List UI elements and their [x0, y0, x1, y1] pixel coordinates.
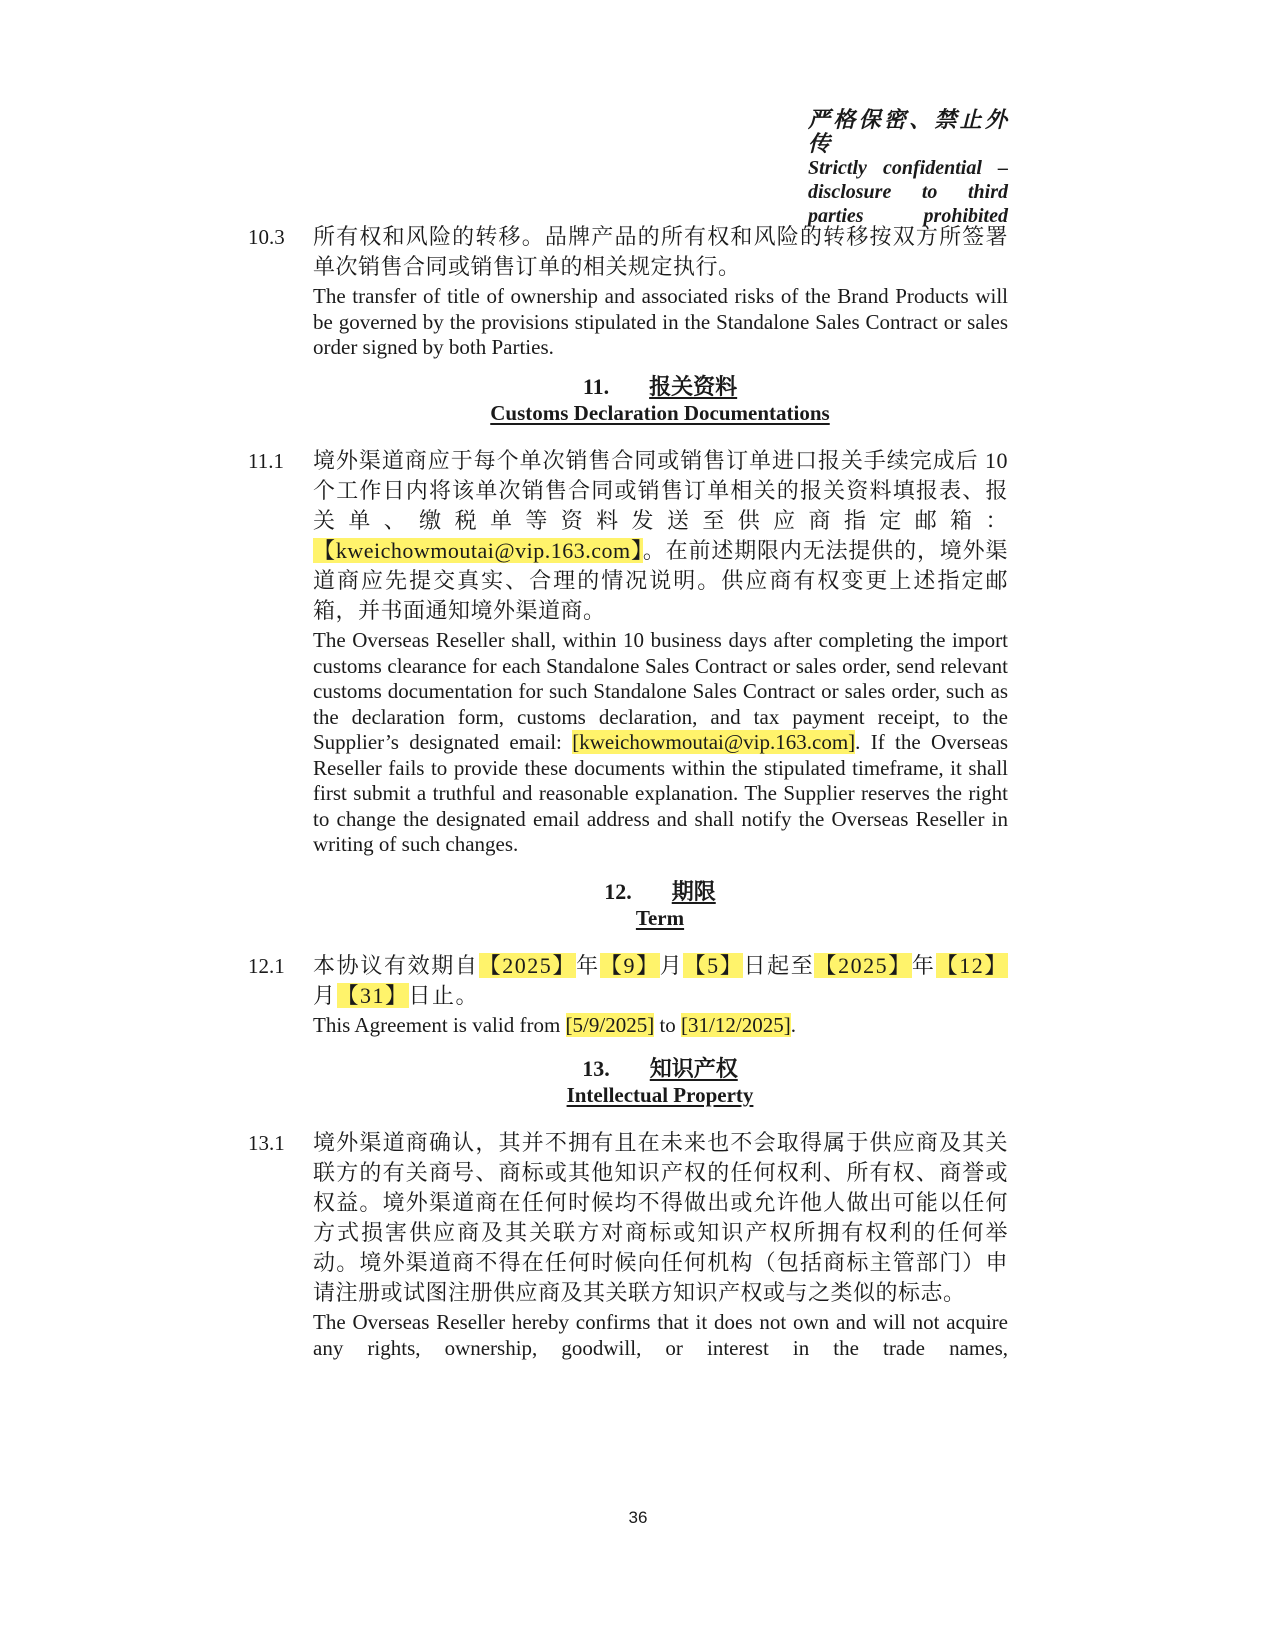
page-number: 36	[628, 1508, 648, 1527]
zh-text-part: 年	[576, 953, 600, 978]
en-text-part: .	[790, 1013, 796, 1037]
zh-text-part: 本协议有效期自	[313, 953, 479, 978]
clause-zh-text: 境外渠道商确认，其并不拥有且在未来也不会取得属于供应商及其关联方的有关商号、商标或其他知识产权的任何权利、所有权、商誉或权益。境外渠道商在任何时候均不得做出或允许他人做出可能以任何方式损害供应商及其关联方对商标或知识产权所拥有权利的任何举动。境外渠道商不得在任何时候向任何机构（包括商标主管部门）申请注册或试图注册供应商及其关联方知识产权或与之类似的标志。	[313, 1130, 1008, 1305]
section-title-zh: 期限	[671, 879, 716, 904]
clause-en-text	[313, 628, 1008, 858]
section-heading-11	[400, 373, 920, 427]
clause-en-text: The Overseas Reseller hereby confirms that it does not own and will not acquire any rights, ownership, goodwill, or interest in the trade names,	[313, 1310, 1008, 1360]
zh-text-part: 月	[659, 953, 684, 978]
start-day-highlight: 【5】	[683, 953, 744, 978]
zh-text-part: 年	[911, 953, 936, 978]
zh-text-part: 日止。	[408, 983, 480, 1008]
zh-text-part: 日起至	[743, 953, 815, 978]
end-day-highlight: 【31】	[336, 983, 409, 1008]
end-year-highlight: 【2025】	[814, 953, 912, 978]
section-title-en: Customs Declaration Documentations	[490, 401, 830, 425]
confidential-zh: 严格保密、禁止外传	[808, 107, 1008, 156]
confidential-en-line-1: Strictly confidential –	[808, 157, 1008, 179]
clause-zh-text: 所有权和风险的转移。品牌产品的所有权和风险的转移按双方所签署单次销售合同或销售订单的相关规定执行。	[313, 224, 1008, 279]
confidential-en-line-2: disclosure to third	[808, 181, 1008, 203]
section-heading-13	[400, 1055, 920, 1109]
clause-en-text: The transfer of title of ownership and associated risks of the Brand Products will be governed by the provisions stipulated in the Standalone Sales Contract or sales order signed by both Parties.	[313, 284, 1008, 359]
clause-number: 12.1	[248, 954, 285, 978]
section-heading-12	[400, 878, 920, 932]
clause-12-1	[248, 951, 1008, 1039]
zh-text-part: 境外渠道商应于每个单次销售合同或销售订单进口报关手续完成后 10 个工作日内将该单次销售合同或销售订单相关的报关资料填报表、报关单、缴税单等资料发送至供应商指定邮箱：	[313, 448, 1008, 533]
clause-13-1	[248, 1128, 1008, 1361]
section-number: 11.	[582, 374, 610, 399]
section-title-en: Term	[635, 906, 685, 930]
zh-text-part: 。在前述期限内无法提供的，境外渠道商应先提交真实、合理的情况说明。供应商有权变更上述指定邮箱，并书面通知境外渠道商。	[313, 538, 1008, 623]
start-year-highlight: 【2025】	[478, 953, 577, 978]
email-highlight-en: [kweichowmoutai@vip.163.com]	[572, 730, 856, 754]
confidentiality-notice	[808, 108, 1008, 228]
en-text-part: The Overseas Reseller shall, within 10 business days after completing the import customs clearance for each Standalone Sales Contract or sales order, send relevant customs documentation for such Standalone Sales Contract or sales order, such as the declaration form, customs declaration, and tax payment receipt, to the Supplier’s designated email:	[313, 628, 1008, 754]
email-highlight-zh: 【kweichowmoutai@vip.163.com】	[313, 538, 643, 563]
end-month-highlight: 【12】	[935, 953, 1008, 978]
en-text-part: . If the Overseas Reseller fails to provide these documents within the stipulated timeframe, it shall first submit a truthful and reasonable explanation. The Supplier reserves the right to change the designated email address and shall notify the Overseas Reseller in writing of such changes.	[313, 730, 1009, 856]
clause-10-3	[248, 222, 1008, 361]
valid-from-highlight: [5/9/2025]	[565, 1013, 655, 1037]
valid-to-highlight: [31/12/2025]	[681, 1013, 791, 1037]
clause-number: 13.1	[248, 1131, 285, 1155]
en-text-part: This Agreement is valid from	[313, 1013, 566, 1037]
section-number: 13.	[582, 1056, 610, 1081]
section-title-zh: 报关资料	[649, 374, 738, 399]
section-title-zh: 知识产权	[649, 1056, 738, 1081]
clause-number: 10.3	[248, 225, 285, 249]
clause-en-text	[313, 1013, 1008, 1039]
section-number: 12.	[604, 879, 632, 904]
clause-11-1	[248, 446, 1008, 858]
start-month-highlight: 【9】	[599, 953, 660, 978]
section-title-en: Intellectual Property	[566, 1083, 754, 1107]
clause-zh-text	[313, 446, 1008, 626]
zh-text-part: 月	[313, 983, 337, 1008]
clause-zh-text	[313, 951, 1008, 1011]
clause-number: 11.1	[248, 449, 284, 473]
en-text-part: to	[654, 1013, 682, 1037]
confidential-en-line-3: parties prohibited	[808, 205, 1008, 227]
